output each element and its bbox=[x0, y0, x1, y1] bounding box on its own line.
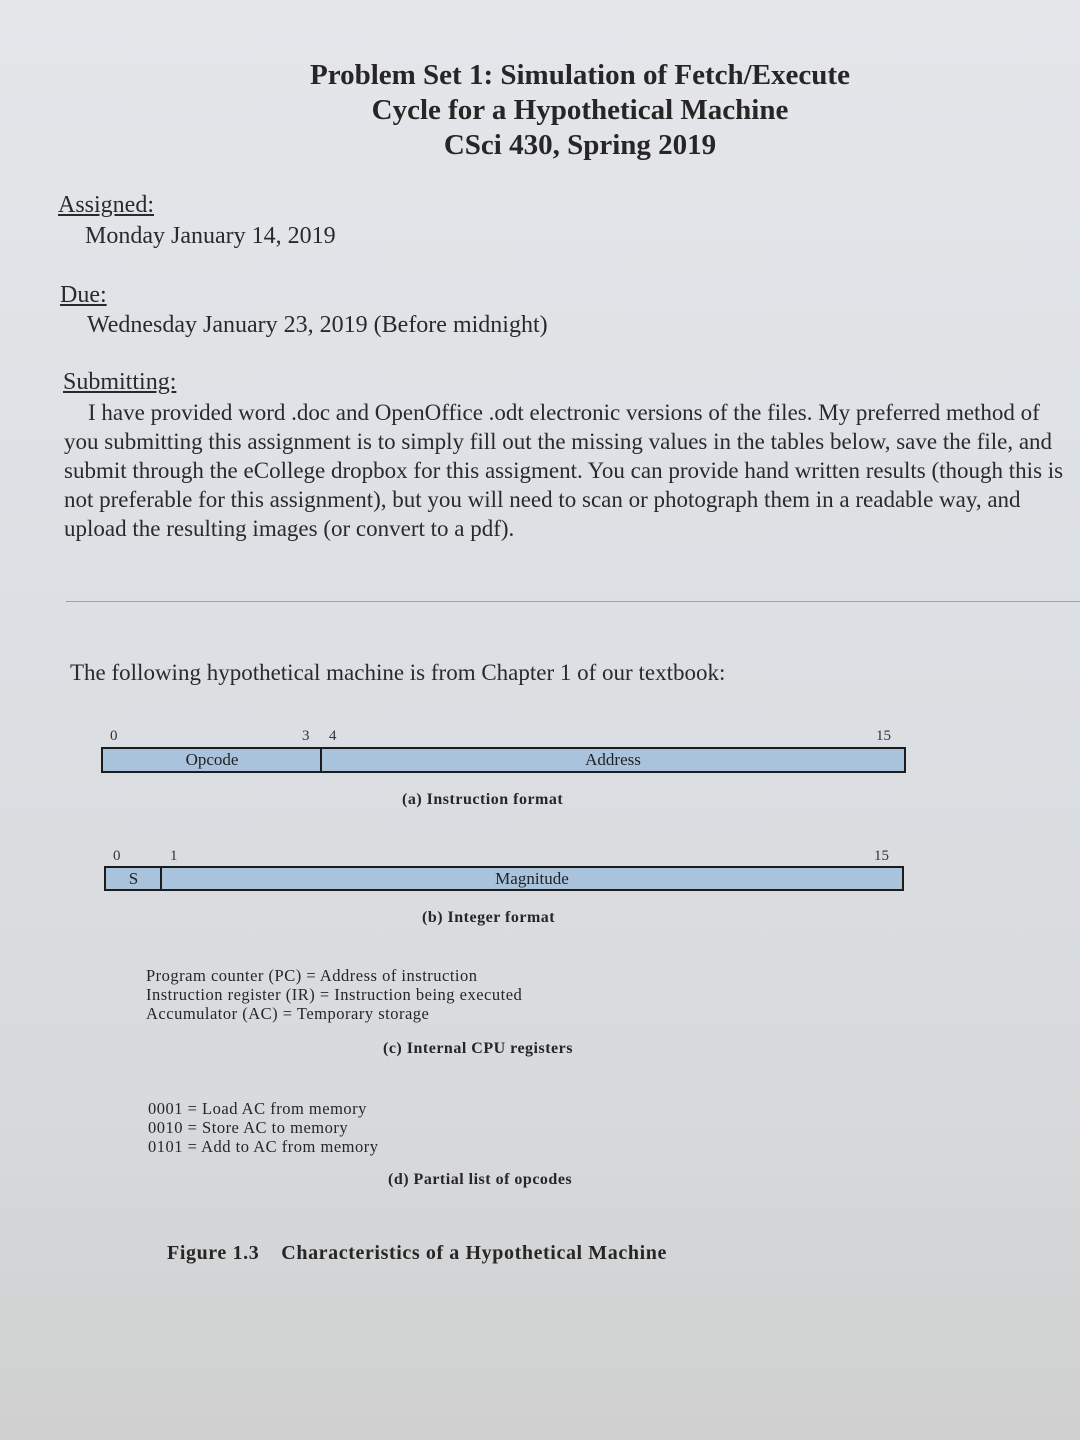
address-field: Address bbox=[585, 750, 641, 769]
opcode-line: 0001 = Load AC from memory bbox=[148, 1099, 367, 1118]
instruction-format-caption: (a) Instruction format bbox=[402, 791, 564, 808]
opcodes-caption: (d) Partial list of opcodes bbox=[388, 1171, 573, 1188]
bit-number: 3 bbox=[302, 728, 310, 744]
integer-format-bar bbox=[104, 866, 904, 891]
submitting-paragraph bbox=[64, 398, 1074, 543]
title-line-2: Cycle for a Hypothetical Machine bbox=[371, 94, 789, 126]
figure-caption bbox=[167, 1242, 667, 1265]
horizontal-rule bbox=[66, 601, 1080, 602]
bit-number: 0 bbox=[113, 848, 121, 864]
title-line-1: Problem Set 1: Simulation of Fetch/Execute bbox=[310, 59, 850, 91]
registers-caption: (c) Internal CPU registers bbox=[383, 1040, 573, 1057]
opcode-line: 0101 = Add to AC from memory bbox=[148, 1137, 379, 1156]
figure-number: Figure 1.3 bbox=[167, 1242, 260, 1264]
bit-number: 0 bbox=[110, 728, 118, 744]
register-line: Instruction register (IR) = Instruction being executed bbox=[146, 985, 523, 1004]
bit-number: 15 bbox=[874, 848, 889, 864]
instruction-format-bar bbox=[101, 747, 906, 773]
page-title bbox=[180, 58, 980, 163]
bit-number: 1 bbox=[170, 848, 178, 864]
sign-field: S bbox=[128, 868, 139, 888]
due-date: Wednesday January 23, 2019 (Before midnight) bbox=[87, 312, 548, 338]
title-line-3: CSci 430, Spring 2019 bbox=[443, 129, 717, 161]
figure-title: Characteristics of a Hypothetical Machine bbox=[281, 1242, 667, 1264]
opcode-list bbox=[148, 1099, 378, 1156]
intro-text: The following hypothetical machine is from Chapter 1 of our textbook: bbox=[70, 660, 726, 685]
assigned-label: Assigned: bbox=[58, 192, 154, 218]
opcode-field: Opcode bbox=[185, 750, 239, 769]
due-label: Due: bbox=[60, 282, 107, 308]
register-line: Program counter (PC) = Address of instruction bbox=[146, 966, 478, 985]
submitting-text: I have provided word .doc and OpenOffice .odt electronic versions of the files. My preferred method of you submitting this assignment is to simply fill out the missing values in the tables below, save the file, and submit through the eCollege dropbox for this assigment. You can provide hand written results (though this is not preferable for this assignment), but you will need to scan or photograph them in a readable way, and upload the resulting images (or convert to a pdf). bbox=[64, 400, 1064, 541]
register-line: Accumulator (AC) = Temporary storage bbox=[146, 1004, 430, 1023]
opcode-line: 0010 = Store AC to memory bbox=[148, 1118, 349, 1137]
magnitude-field: Magnitude bbox=[495, 868, 569, 888]
integer-format-caption: (b) Integer format bbox=[422, 909, 556, 926]
register-list bbox=[146, 966, 522, 1023]
bit-number: 4 bbox=[329, 728, 337, 744]
submitting-label: Submitting: bbox=[63, 369, 177, 395]
bit-number: 15 bbox=[876, 728, 891, 744]
assigned-date: Monday January 14, 2019 bbox=[85, 223, 336, 249]
